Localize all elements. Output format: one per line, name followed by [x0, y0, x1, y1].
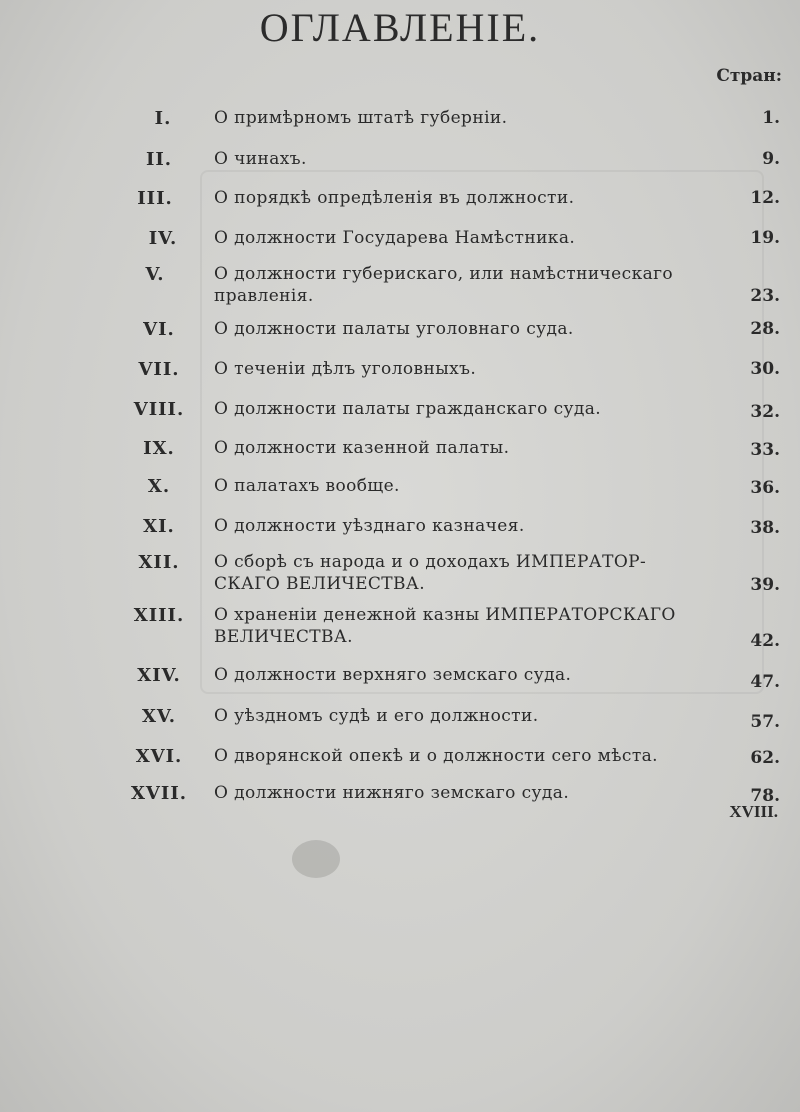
- page-number: 23.: [750, 286, 780, 306]
- chapter-number: XI.: [143, 516, 175, 537]
- chapter-number: I.: [154, 108, 172, 129]
- chapter-number: III.: [137, 188, 173, 209]
- pages-column-label: Стран:: [716, 66, 782, 86]
- page-number: 30.: [750, 359, 780, 379]
- chapter-title: О должности уѣзднаго казначея.: [214, 516, 525, 536]
- chapter-title: О уѣздномъ судѣ и его должности.: [214, 706, 539, 726]
- page-number: 47.: [750, 672, 780, 692]
- chapter-number: IV.: [148, 228, 178, 249]
- chapter-title: О храненіи денежной казны ИМПЕРАТОРСКАГО: [214, 605, 676, 625]
- chapter-number: VII.: [138, 359, 180, 380]
- page-number: 39.: [750, 575, 780, 595]
- chapter-title: О должности палаты гражданскаго суда.: [214, 399, 602, 419]
- page-number: 33.: [750, 440, 780, 460]
- chapter-title: О теченіи дѣлъ уголовныхъ.: [214, 359, 477, 379]
- chapter-number: XII.: [138, 552, 180, 573]
- page-number: 32.: [750, 402, 780, 422]
- chapter-title: О порядкѣ опредѣленія въ должности.: [214, 188, 575, 208]
- page-number: 78.: [750, 786, 780, 806]
- chapter-number: VIII.: [133, 399, 185, 420]
- chapter-title: О дворянской опекѣ и о должности сего мѣста.: [214, 746, 658, 766]
- page-number: 1.: [762, 108, 780, 128]
- chapter-number: V.: [145, 264, 165, 285]
- chapter-number: VI.: [143, 319, 175, 340]
- chapter-title: О должности губерискаго, или намѣстническаго: [214, 264, 674, 284]
- chapter-number: II.: [145, 149, 173, 170]
- chapter-number: IX.: [143, 438, 175, 459]
- page-title: ОГЛАВЛЕНІЕ.: [259, 5, 541, 50]
- chapter-number: XVI.: [135, 746, 183, 767]
- chapter-number: XV.: [141, 706, 177, 727]
- chapter-title: О чинахъ.: [214, 149, 307, 169]
- chapter-title: О должности палаты уголовнаго суда.: [214, 319, 574, 339]
- chapter-number: XVII.: [130, 783, 188, 804]
- chapter-title: О палатахъ вообще.: [214, 476, 400, 496]
- page-number: 38.: [750, 518, 780, 538]
- page-number: 28.: [750, 319, 780, 339]
- page-number: 9.: [762, 149, 780, 169]
- chapter-title: О сборѣ съ народа и о доходахъ ИМПЕРАТОР-: [214, 552, 647, 572]
- chapter-number: X.: [147, 476, 171, 497]
- chapter-title-continued: правленія.: [214, 286, 314, 306]
- page-number: 57.: [750, 712, 780, 732]
- chapter-title: О примѣрномъ штатѣ губерніи.: [214, 108, 508, 128]
- page-number: 19.: [750, 228, 780, 248]
- chapter-title: О должности Государева Намѣстника.: [214, 228, 576, 248]
- chapter-title-continued: СКАГО ВЕЛИЧЕСТВА.: [214, 574, 426, 594]
- paper-stain: [292, 840, 340, 878]
- page-number: 12.: [750, 188, 780, 208]
- page-number: 36.: [750, 478, 780, 498]
- chapter-title-continued: ВЕЛИЧЕСТВА.: [214, 627, 353, 647]
- chapter-number: XIII.: [133, 605, 185, 626]
- chapter-title: О должности верхняго земскаго суда.: [214, 665, 572, 685]
- catchword: XVIII.: [729, 802, 778, 821]
- page-number: 42.: [750, 631, 780, 651]
- chapter-title: О должности нижняго земскаго суда.: [214, 783, 570, 803]
- page-number: 62.: [750, 748, 780, 768]
- chapter-number: XIV.: [137, 665, 181, 686]
- chapter-title: О должности казенной палаты.: [214, 438, 510, 458]
